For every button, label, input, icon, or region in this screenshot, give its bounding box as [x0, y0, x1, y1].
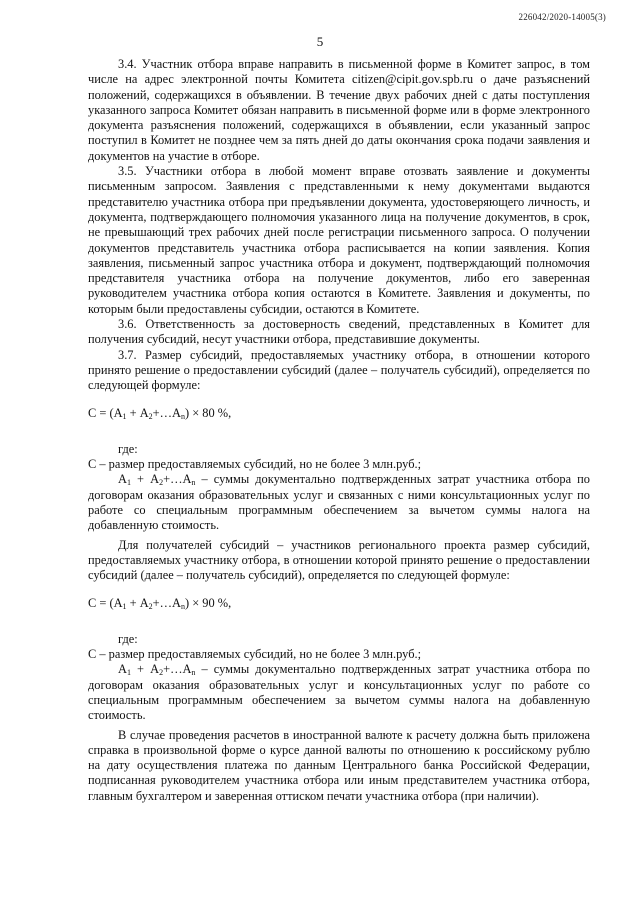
- regional-project-paragraph: Для получателей субсидий – участников регионального проекта размер субсидий, предоставляемых участнику отбора, в отношении которой принято решение о предоставлении субсидий (далее – получатель субсидий), определяется по следующей формуле:: [88, 537, 590, 583]
- paragraph-3-7: 3.7. Размер субсидий, предоставляемых участнику отбора, в отношении которого принято решение о предоставлении субсидий (далее – получатель субсидий), определяется по следующей формуле:: [88, 347, 590, 393]
- formula-90-percent: $С = (А_1$ + $А_2+\dots А_n) \times 90$ %,: [88, 595, 232, 611]
- paragraph-3-4: 3.4. Участник отбора вправе направить в письменной форме в Комитет запрос, в том числе на адрес электронной почты Комитета citizen@cipit.gov.spb.ru о даче разъяснений положений, содержащихся в объявлении. В течение двух рабочих дней с даты поступления указанного запроса Комитет обязан направить в письменной форме или в форме электронного документа разъяснения положений, содержащихся в объявлении, если указанный запрос поступил в Комитет не позднее чем за пять дней до даты окончания срока подачи заявления и документов на участие в отборе.: [88, 57, 590, 163]
- paragraph-3-6: 3.6. Ответственность за достоверность сведений, представленных в Комитет для получения субсидий, несут участники отбора, представившие документы.: [88, 317, 590, 347]
- document-body: [88, 57, 590, 804]
- paragraph-3-5: 3.5. Участники отбора в любой момент вправе отозвать заявление и документы письменным запросом. Заявления с представленными к нему документами выдаются представителю участника отбора при предъявлении документа, удостоверяющего личность, и документа, подтверждающего полномочия указанного лица на получение документов, в срок, не превышающий трех рабочих дней после регистрации письменного запроса. О получении документов представитель участника отбора расписывается на копии заявления. Копия заявления, письменный запрос участника отбора и документ, подтверждающий полномочия представителя участника отбора на получение документов, либо его заверенная руководителем участника отбора копия остаются в Комитете. Заявления и документы, по которым были предоставлены субсидии, остаются в Комитете.: [88, 164, 590, 316]
- where-label: где:: [118, 441, 138, 456]
- c-definition: С – размер предоставляемых субсидий, но не более 3 млн.руб.;: [88, 647, 422, 662]
- a-definition: $А_1$ + $А_2+\dots А_n$ – суммы документально подтвержденных затрат участника отбора по договорам оказания образовательных услуг и консультационных услуг по работе со специальным программным обеспечением за вычетом суммы налога на добавленную стоимость.: [88, 662, 591, 723]
- a-definition: $А_1$ + $А_2+\dots А_n$ – суммы документально подтвержденных затрат участника отбора по договорам оказания образовательных услуг и связанных с ними консультационных услуг по работе со специальным программным обеспечением за вычетом суммы налога на добавленную стоимость.: [88, 472, 591, 533]
- document-number: 226042/2020-14005(3): [518, 12, 606, 22]
- page-number: 5: [316, 34, 324, 49]
- c-definition: С – размер предоставляемых субсидий, но не более 3 млн.руб.;: [88, 457, 422, 472]
- where-label: где:: [118, 631, 138, 646]
- currency-paragraph: В случае проведения расчетов в иностранной валюте к расчету должна быть приложена справка в произвольной форме о курсе данной валюты по отношению к российскому рублю на дату осуществления платежа по данным Центрального банка Российской Федерации, подписанная руководителем участника отбора или иным представителем участника отбора, главным бухгалтером и заверенная оттиском печати участника отбора (при наличии).: [88, 727, 590, 803]
- formula-80-percent: $С = (А_1$ + $А_2+\dots А_n) \times 80$ %,: [88, 405, 232, 421]
